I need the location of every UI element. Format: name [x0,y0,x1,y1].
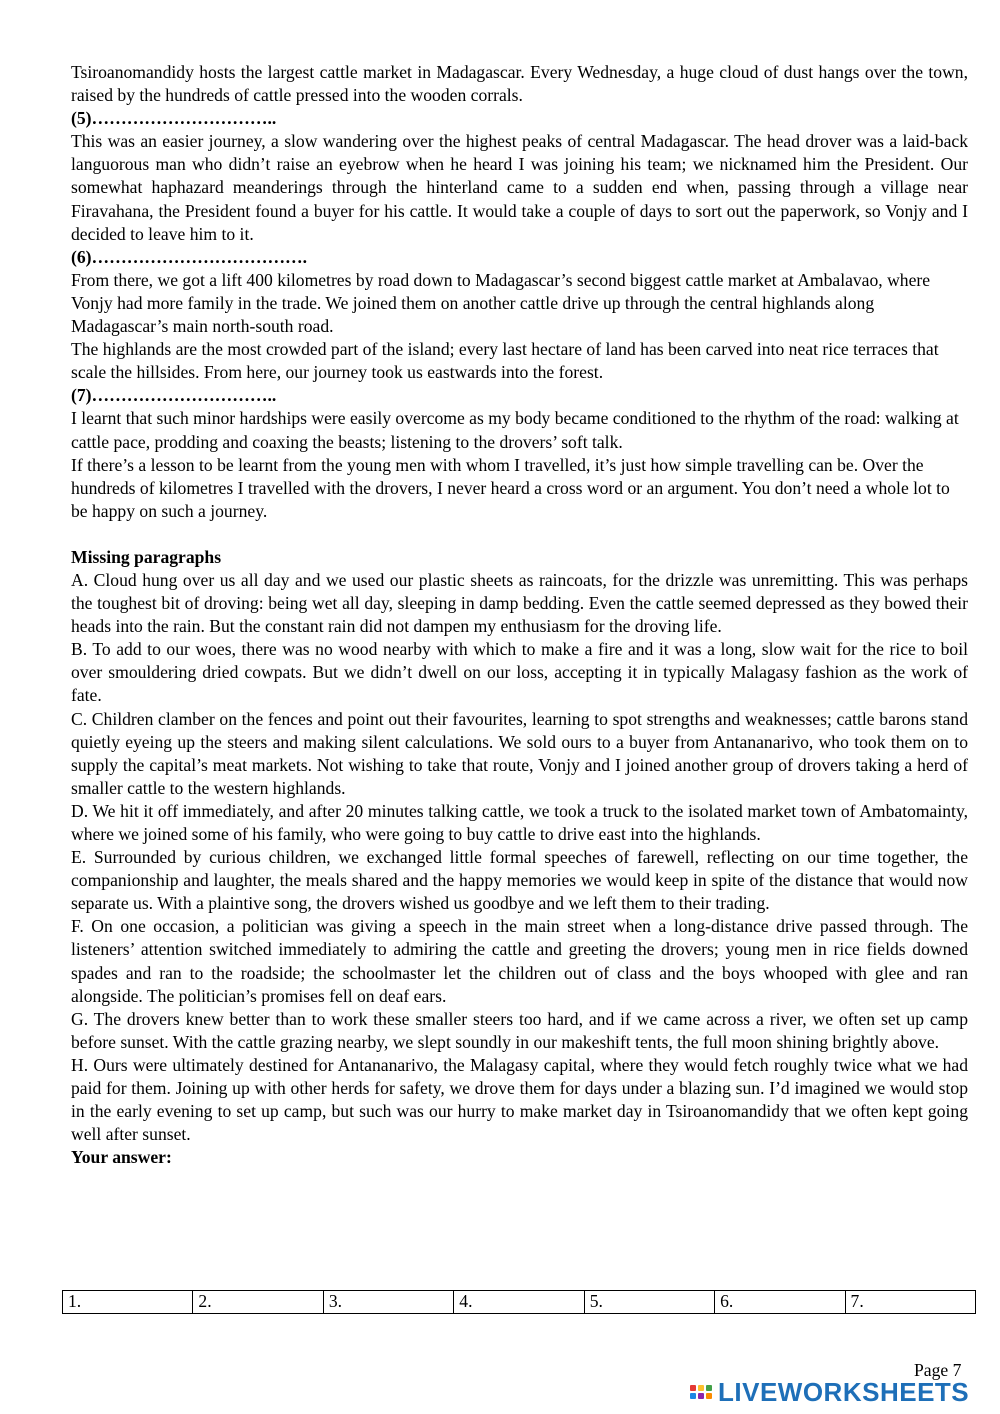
logo-block [690,1393,696,1399]
missing-paragraphs-heading: Missing paragraphs [71,546,222,567]
option-h: H. Ours were ultimately destined for Antananarivo, the Malagasy capital, where they would fetch roughly twice what we had paid for them. Joining up with other herds for safety, we drove them for days under a blazing sun. I’d imagined we would stop in the early evening to set up camp, but such was our hurry to make market day in Tsiroanomandidy that we often kept going well after sunset. [71,1054,968,1145]
answer-cell-7[interactable]: 7. [845,1291,975,1314]
page-number: Page 7 [914,1360,962,1380]
logo-block [698,1385,704,1391]
option-a: A. Cloud hung over us all day and we used our plastic sheets as raincoats, for the drizzle was unremitting. This was perhaps the toughest bit of droving: being wet all day, sleeping in damp bedding. Even the cattle seemed depressed as they bowed their heads into the rain. But the constant rain did not dampen my enthusiasm for the droving life. [71,569,968,637]
your-answer-label: Your answer: [71,1147,172,1168]
answer-cell-2[interactable]: 2. [193,1291,323,1314]
option-c: C. Children clamber on the fences and point out their favourites, learning to spot strengths and weaknesses; cattle barons stand quietly eyeing up the steers and making silent calculations. We sold ours to a buyer from Antananarivo, who took them on to supply the capital’s meat markets. Not wishing to take that route, Vonjy and I joined another group of drovers taking a herd of smaller cattle to the western highlands. [71,708,968,798]
gap-marker-7: (7)………………………….. [71,385,277,406]
paragraph: I learnt that such minor hardships were easily overcome as my body became conditioned to the rhythm of the road: walking at cattle pace, prodding and coaxing the beasts; listening to the drovers’ soft talk. [71,408,959,452]
logo-block [690,1385,696,1391]
answer-cell-3[interactable]: 3. [323,1291,453,1314]
logo-blocks-icon [690,1385,712,1399]
logo-block [698,1393,704,1399]
logo-block [706,1393,712,1399]
option-d: D. We hit it off immediately, and after 20 minutes talking cattle, we took a truck to the isolated market town of Ambatomainty, where we joined some of his family, who were going to buy cattle to drive east into the highlands. [71,800,968,844]
answer-cell-6[interactable]: 6. [715,1291,845,1314]
paragraph: If there’s a lesson to be learnt from the young men with whom I travelled, it’s just how simple travelling can be. Over the hundreds of kilometres I travelled with the drovers, I never heard a cross word or an argument. You don’t need a whole lot to be happy on such a journey. [71,454,950,521]
gap-marker-6: (6)………………………………. [71,246,308,267]
document-body [71,61,968,1169]
option-f: F. On one occasion, a politician was giving a speech in the main street when a long-distance drive passed through. The listeners’ attention switched immediately to admiring the cattle and greeting the drovers; young men in rice fields downed spades and ran to the roadside; the schoolmaster let the children out of class and the boys whooped with glee and ran alongside. The politician’s promises fell on deaf ears. [71,916,968,1006]
option-b: B. To add to our woes, there was no wood nearby with which to make a fire and it was a long, slow wait for the rice to boil over smouldering dried cowpats. But we didn’t dwell on our loss, accepting it in typically Malagasy fashion as the work of fate. [71,639,968,706]
option-e: E. Surrounded by curious children, we exchanged little formal speeches of farewell, reflecting on our time together, the companionship and laughter, the meals shared and the happy memories we would keep in spite of the distance that would now separate us. With a plaintive song, the drovers wished us goodbye and we left them to their trading. [71,847,968,914]
paragraph: This was an easier journey, a slow wandering over the highest peaks of central Madagascar. The head drover was a laid-back languorous man who didn’t raise an eyebrow when he heard I was joining his team; we nicknamed him the President. Our somewhat haphazard meanderings through the hinterland came to a sudden end when, passing through a village near Firavahana, the President found a buyer for his cattle. It would take a couple of days to sort out the paperwork, so Vonjy and I decided to leave him to it. [71,131,968,244]
logo-block [706,1385,712,1391]
paragraph: Tsiroanomandidy hosts the largest cattle market in Madagascar. Every Wednesday, a huge cloud of dust hangs over the town, raised by the hundreds of cattle pressed into the wooden corrals. [71,62,968,106]
answer-table [62,1290,976,1314]
answer-cell-4[interactable]: 4. [454,1291,584,1314]
gap-marker-5: (5)………………………….. [71,108,277,129]
paragraph: The highlands are the most crowded part of the island; every last hectare of land has been carved into neat rice terraces that scale the hillsides. From here, our journey took us eastwards into the forest. [71,339,939,383]
answer-row [63,1291,976,1314]
paragraph: From there, we got a lift 400 kilometres by road down to Madagascar’s second biggest cattle market at Ambalavao, where Vonjy had more family in the trade. We joined them on another cattle drive up through the central highlands along Madagascar’s main north-south road. [71,269,931,337]
spacer [71,523,968,546]
answer-cell-5[interactable]: 5. [584,1291,714,1314]
liveworksheets-logo [690,1377,969,1407]
brand-name: LIVEWORKSHEETS [718,1376,970,1407]
answer-cell-1[interactable]: 1. [63,1291,193,1314]
option-g: G. The drovers knew better than to work these smaller steers too hard, and if we came across a river, we often set up camp before sunset. With the cattle grazing nearby, we slept soundly in our makeshift tents, the full moon shining brightly above. [71,1008,968,1052]
